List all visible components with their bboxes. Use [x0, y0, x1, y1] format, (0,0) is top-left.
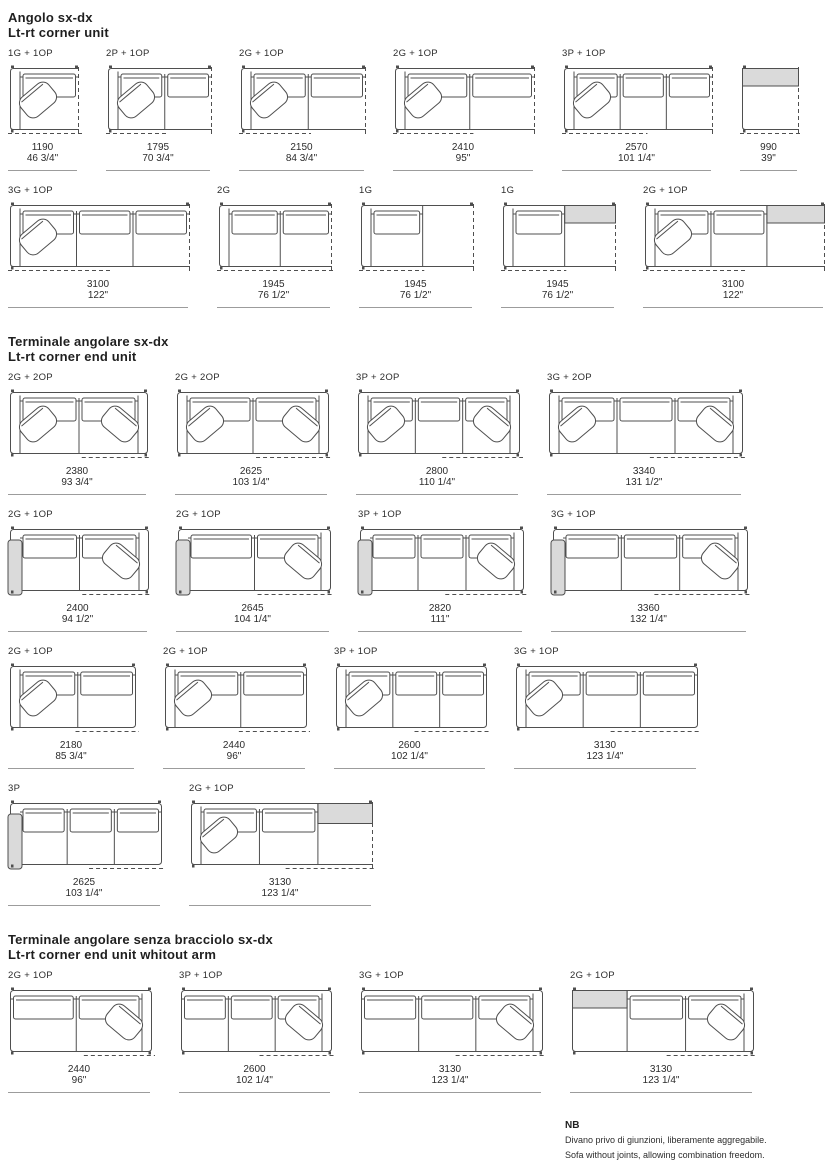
dimension-underline	[175, 494, 327, 495]
dimension-underline	[8, 905, 160, 906]
dimension-inches: 85 3/4"	[55, 751, 87, 762]
sofa-unit	[189, 783, 371, 906]
sofa-unit	[8, 509, 147, 632]
section-title-english: Lt-rt corner end unit whitout arm	[8, 947, 217, 962]
dimension-inches: 104 1/4"	[234, 614, 271, 625]
dimension-mm: 990	[760, 142, 777, 153]
dimension-mm: 3130	[438, 1064, 462, 1075]
sofa-top-view-drawing	[8, 800, 166, 872]
section-header	[8, 10, 829, 40]
sofa-unit	[8, 185, 188, 308]
sofa-top-view-drawing	[359, 987, 547, 1059]
unit-dimensions	[176, 603, 329, 625]
nb-note	[565, 1119, 829, 1176]
unit-dimensions	[359, 279, 472, 301]
unit-dimensions	[358, 603, 522, 625]
dimension-underline	[334, 768, 485, 769]
unit-config-label: 3P + 1OP	[179, 970, 223, 981]
dimension-underline	[239, 170, 364, 171]
dimension-underline	[501, 307, 614, 308]
sofa-unit	[643, 185, 823, 308]
unit-dimensions	[359, 1064, 541, 1086]
dimension-inches: 102 1/4"	[391, 751, 428, 762]
unit-config-label: 2G + 1OP	[393, 48, 438, 59]
sofa-top-view-drawing	[334, 663, 491, 735]
dimension-underline	[359, 1092, 541, 1093]
nb-title: NB	[565, 1120, 580, 1131]
dimension-inches: 122"	[722, 290, 744, 301]
unit-dimensions	[356, 466, 518, 488]
unit-config-label: 2G + 2OP	[175, 372, 220, 383]
sofa-top-view-drawing	[501, 202, 620, 274]
dimension-inches: 123 1/4"	[642, 1075, 680, 1086]
section-title-english: Lt-rt corner unit	[8, 25, 109, 40]
section-title-italian: Terminale angolare sx-dx	[8, 334, 169, 349]
section-1	[8, 10, 829, 308]
module-row	[8, 372, 829, 495]
sofa-unit	[179, 970, 330, 1093]
dimension-mm: 2645	[241, 603, 264, 614]
dimension-mm: 1945	[262, 279, 285, 290]
section-2	[8, 334, 829, 906]
unit-dimensions	[8, 877, 160, 899]
dimension-inches: 123 1/4"	[261, 888, 299, 899]
sofa-unit	[176, 509, 329, 632]
sofa-unit	[514, 646, 696, 769]
sofa-unit	[740, 48, 797, 171]
dimension-underline	[106, 170, 210, 171]
dimension-mm: 3360	[637, 603, 660, 614]
unit-config-label: 2G + 1OP	[8, 646, 53, 657]
unit-dimensions	[8, 279, 188, 301]
dimension-underline	[8, 170, 77, 171]
dimension-inches: 94 1/2"	[61, 614, 94, 625]
dimension-mm: 2625	[72, 877, 96, 888]
dimension-underline	[393, 170, 533, 171]
unit-config-label: 2G + 1OP	[189, 783, 234, 794]
module-row	[8, 646, 829, 769]
dimension-inches: 131 1/2"	[625, 477, 663, 488]
sofa-unit	[106, 48, 210, 171]
dimension-inches: 76 1/2"	[257, 290, 290, 301]
dimension-mm: 3130	[268, 877, 292, 888]
dimension-underline	[740, 170, 797, 171]
unit-config-label: 1G + 1OP	[8, 48, 53, 59]
module-row	[8, 970, 829, 1093]
unit-dimensions	[8, 603, 147, 625]
unit-dimensions	[189, 877, 371, 899]
dimension-underline	[8, 1092, 150, 1093]
dimension-mm: 1795	[146, 142, 170, 153]
sofa-top-view-drawing	[175, 389, 333, 461]
dimension-inches: 123 1/4"	[431, 1075, 469, 1086]
unit-config-label: 2G + 1OP	[239, 48, 284, 59]
sofa-top-view-drawing	[8, 389, 152, 461]
dimension-mm: 2410	[451, 142, 475, 153]
section-title-italian: Angolo sx-dx	[8, 10, 93, 25]
sofa-unit	[356, 372, 518, 495]
unit-dimensions	[217, 279, 330, 301]
unit-config-label: 2G + 1OP	[8, 970, 53, 981]
dimension-underline	[217, 307, 330, 308]
sofa-unit	[8, 783, 160, 906]
dimension-underline	[547, 494, 741, 495]
unit-config-label: 2G + 2OP	[8, 372, 53, 383]
unit-config-label: 3G + 1OP	[551, 509, 596, 520]
dimension-mm: 2440	[222, 740, 246, 751]
sofa-top-view-drawing	[176, 526, 335, 598]
unit-dimensions	[393, 142, 533, 164]
sofa-top-view-drawing	[8, 663, 140, 735]
section-title-english: Lt-rt corner end unit	[8, 349, 137, 364]
dimension-underline	[358, 631, 522, 632]
dimension-mm: 3100	[86, 279, 110, 290]
dimension-underline	[8, 307, 188, 308]
section-title-italian: Terminale angolare senza bracciolo sx-dx	[8, 932, 273, 947]
unit-config-label: 2P + 1OP	[106, 48, 150, 59]
sofa-top-view-drawing	[239, 65, 370, 137]
module-row	[8, 783, 829, 906]
dimension-mm: 2625	[239, 466, 263, 477]
sofa-unit	[359, 970, 541, 1093]
sofa-top-view-drawing	[163, 663, 311, 735]
unit-dimensions	[175, 466, 327, 488]
dimension-inches: 84 3/4"	[285, 153, 318, 164]
unit-config-label	[740, 48, 797, 60]
unit-dimensions	[8, 142, 77, 164]
dimension-inches: 95"	[455, 153, 471, 164]
dimension-inches: 103 1/4"	[232, 477, 270, 488]
unit-dimensions	[239, 142, 364, 164]
sofa-unit	[217, 185, 330, 308]
sofa-top-view-drawing	[514, 663, 702, 735]
dimension-mm: 2440	[67, 1064, 91, 1075]
sofa-top-view-drawing	[8, 987, 156, 1059]
dimension-mm: 2600	[398, 740, 421, 751]
dimension-inches: 96"	[226, 751, 242, 762]
sofa-unit	[358, 509, 522, 632]
dimension-inches: 96"	[71, 1075, 87, 1086]
dimension-underline	[8, 768, 134, 769]
dimension-inches: 39"	[761, 153, 776, 164]
dimension-mm: 3130	[593, 740, 617, 751]
dimension-inches: 122"	[87, 290, 109, 301]
dimension-mm: 2180	[59, 740, 83, 751]
dimension-underline	[8, 494, 146, 495]
sofa-unit	[393, 48, 533, 171]
sofa-unit	[239, 48, 364, 171]
sofa-unit	[334, 646, 485, 769]
unit-dimensions	[8, 1064, 150, 1086]
dimension-underline	[8, 631, 147, 632]
unit-config-label: 3P + 1OP	[358, 509, 402, 520]
dimension-underline	[359, 307, 472, 308]
sofa-top-view-drawing	[562, 65, 717, 137]
sections-root	[8, 10, 829, 1093]
sofa-unit	[8, 372, 146, 495]
nb-line-italian: Divano privo di giunzioni, liberamente aggregabile.	[565, 1135, 767, 1145]
unit-dimensions	[8, 466, 146, 488]
dimension-underline	[570, 1092, 752, 1093]
module-row	[8, 48, 829, 171]
sofa-top-view-drawing	[8, 65, 83, 137]
dimension-mm: 2150	[290, 142, 313, 153]
dimension-mm: 2380	[65, 466, 89, 477]
section-header	[8, 932, 829, 962]
unit-dimensions	[562, 142, 711, 164]
unit-dimensions	[106, 142, 210, 164]
sofa-unit	[8, 48, 77, 171]
unit-dimensions	[8, 740, 134, 762]
unit-dimensions	[501, 279, 614, 301]
sofa-unit	[562, 48, 711, 171]
unit-config-label: 1G	[501, 185, 515, 196]
dimension-mm: 1190	[31, 142, 54, 153]
dimension-inches: 110 1/4"	[418, 477, 456, 488]
dimension-mm: 2400	[66, 603, 89, 614]
dimension-underline	[551, 631, 746, 632]
unit-config-label: 2G + 1OP	[570, 970, 615, 981]
dimension-inches: 93 3/4"	[61, 477, 93, 488]
dimension-inches: 123 1/4"	[586, 751, 624, 762]
sofa-top-view-drawing	[106, 65, 216, 137]
dimension-mm: 2800	[425, 466, 449, 477]
sofa-unit	[163, 646, 305, 769]
unit-dimensions	[570, 1064, 752, 1086]
unit-dimensions	[179, 1064, 330, 1086]
section-header	[8, 334, 829, 364]
sofa-top-view-drawing	[358, 526, 528, 598]
unit-config-label: 3P + 2OP	[356, 372, 400, 383]
unit-dimensions	[551, 603, 746, 625]
dimension-mm: 1945	[404, 279, 427, 290]
unit-dimensions	[163, 740, 305, 762]
unit-config-label: 2G + 1OP	[176, 509, 221, 520]
unit-config-label: 3P + 1OP	[334, 646, 378, 657]
unit-config-label: 3P	[8, 783, 21, 794]
sofa-top-view-drawing	[570, 987, 758, 1059]
unit-config-label: 2G + 1OP	[643, 185, 688, 196]
sofa-unit	[570, 970, 752, 1093]
dimension-inches: 76 1/2"	[399, 290, 432, 301]
sofa-unit	[175, 372, 327, 495]
dimension-underline	[562, 170, 711, 171]
dimension-underline	[643, 307, 823, 308]
sofa-top-view-drawing	[179, 987, 336, 1059]
unit-config-label: 3G + 2OP	[547, 372, 592, 383]
dimension-mm: 2600	[243, 1064, 266, 1075]
dimension-inches: 102 1/4"	[236, 1075, 273, 1086]
unit-dimensions	[514, 740, 696, 762]
nb-line-english: Sofa without joints, allowing combination freedom.	[565, 1149, 765, 1160]
unit-config-label: 3G + 1OP	[8, 185, 53, 196]
dimension-mm: 2570	[625, 142, 648, 153]
dimension-mm: 3100	[721, 279, 745, 290]
section-3	[8, 932, 829, 1093]
dimension-inches: 76 1/2"	[541, 290, 574, 301]
dimension-inches: 46 3/4"	[26, 153, 59, 164]
dimension-mm: 1945	[546, 279, 569, 290]
unit-dimensions	[740, 142, 797, 164]
sofa-unit	[551, 509, 746, 632]
dimension-inches: 103 1/4"	[65, 888, 103, 899]
sofa-top-view-drawing	[359, 202, 478, 274]
sofa-top-view-drawing	[393, 65, 539, 137]
sofa-top-view-drawing	[356, 389, 524, 461]
unit-dimensions	[334, 740, 485, 762]
unit-config-label: 2G + 1OP	[8, 509, 53, 520]
sofa-top-view-drawing	[740, 65, 803, 137]
dimension-underline	[514, 768, 696, 769]
dimension-underline	[163, 768, 305, 769]
sofa-top-view-drawing	[547, 389, 747, 461]
unit-config-label: 3G + 1OP	[359, 970, 404, 981]
dimension-underline	[189, 905, 371, 906]
sofa-top-view-drawing	[189, 800, 377, 872]
unit-dimensions	[643, 279, 823, 301]
sofa-unit	[359, 185, 472, 308]
unit-config-label: 2G	[217, 185, 231, 196]
module-row	[8, 509, 829, 632]
dimension-underline	[356, 494, 518, 495]
unit-dimensions	[547, 466, 741, 488]
sofa-top-view-drawing	[643, 202, 829, 274]
dimension-inches: 70 3/4"	[142, 153, 174, 164]
dimension-mm: 3340	[632, 466, 656, 477]
module-row	[8, 185, 829, 308]
sofa-unit	[547, 372, 741, 495]
dimension-underline	[179, 1092, 330, 1093]
unit-config-label: 3G + 1OP	[514, 646, 559, 657]
sofa-unit	[8, 970, 150, 1093]
unit-config-label: 3P + 1OP	[562, 48, 606, 59]
sofa-unit	[8, 646, 134, 769]
dimension-mm: 3130	[649, 1064, 673, 1075]
sofa-top-view-drawing	[551, 526, 752, 598]
dimension-inches: 101 1/4"	[618, 153, 655, 164]
sofa-top-view-drawing	[8, 526, 153, 598]
dimension-underline	[176, 631, 329, 632]
dimension-inches: 111"	[430, 614, 450, 625]
sofa-unit	[501, 185, 614, 308]
dimension-mm: 2820	[428, 603, 452, 614]
sofa-top-view-drawing	[217, 202, 336, 274]
sofa-top-view-drawing	[8, 202, 194, 274]
unit-config-label: 2G + 1OP	[163, 646, 208, 657]
dimension-inches: 132 1/4"	[630, 614, 667, 625]
unit-config-label: 1G	[359, 185, 373, 196]
